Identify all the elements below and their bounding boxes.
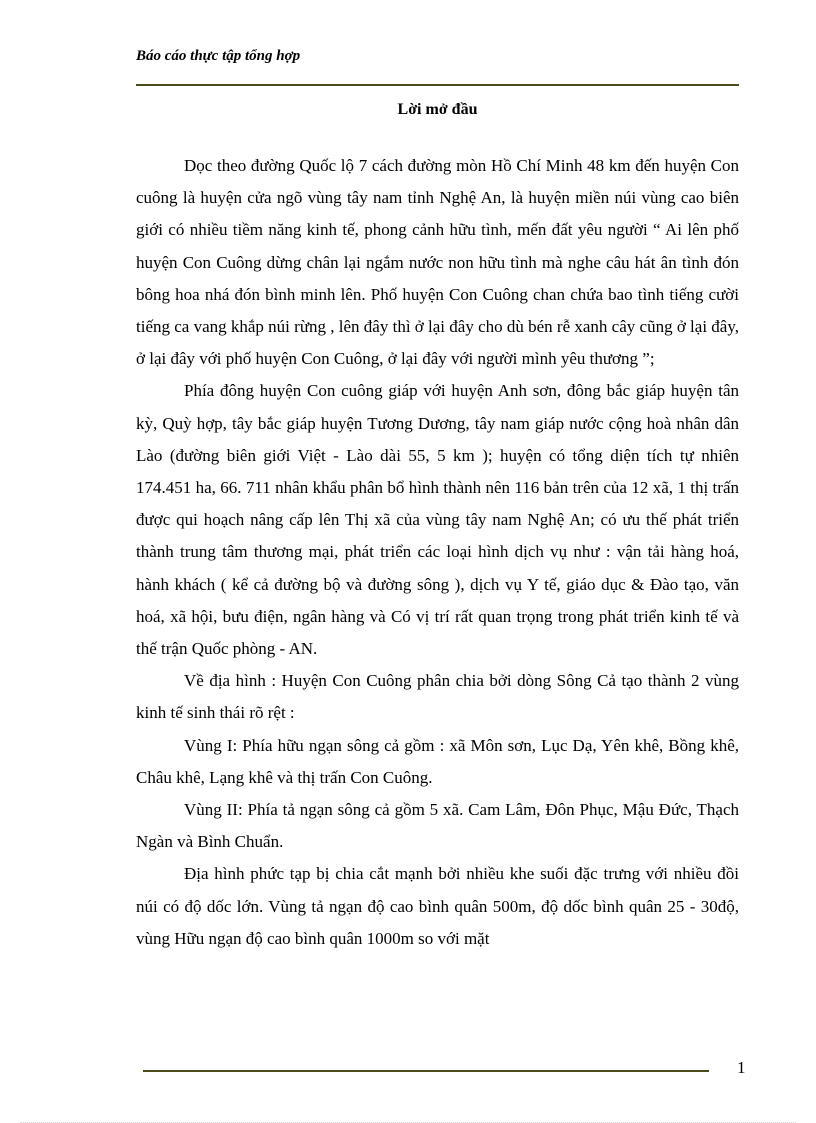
footer-divider <box>143 1070 709 1072</box>
running-header-title: Báo cáo thực tập tổng hợp <box>136 48 301 64</box>
paragraph-topography: Địa hình phức tạp bị chia cắt mạnh bởi nhiều khe suối đặc trưng với nhiều đồi núi có độ dốc lớn. Vùng tả ngạn độ cao bình quân 500m, độ dốc bình quân 25 - 30độ, vùng Hữu ngạn độ cao bình quân 1000m so với mặt <box>136 864 739 948</box>
paragraph-borders: Phía đông huyện Con cuông giáp với huyện Anh sơn, đông bắc giáp huyện tân kỳ, Quỳ hợp, tây bắc giáp huyện Tương Dương, tây nam giáp nước cộng hoà nhân dân Lào (đường biên giới Việt - Lào dài 55, 5 km ); huyện có tổng diện tích tự nhiên 174.451 ha, 66. 711 nhân khẩu phân bổ hình thành nên 116 bản trên của 12 xã, 1 thị trấn được qui hoạch nâng cấp lên Thị xã của vùng tây nam Nghệ An; có ưu thế phát triển thành trung tâm thương mại, phát triển các loại hình dịch vụ như : vận tải hàng hoá, hành khách ( kể cả đường bộ và đường sông ), dịch vụ Y tế, giáo dục & Đào tạo, văn hoá, xã hội, bưu điện, ngân hàng và Có vị trí rất quan trọng trong phát triển kinh tế và thế trận Quốc phòng - AN. <box>136 381 739 659</box>
paragraph-intro: Dọc theo đường Quốc lộ 7 cách đường mòn Hồ Chí Minh 48 km đến huyện Con cuông là huyện cửa ngõ vùng tây nam tỉnh Nghệ An, là huyện miền núi vùng cao biên giới có nhiều tiềm năng kinh tế, phong cảnh hữu tình, mến đất yêu người “ Ai lên phố huyện Con Cuông dừng chân lại ngắm nước non hữu tình mà nghe câu hát ân tình đón bông hoa nhá đón bình minh lên. Phố huyện Con Cuông chan chứa bao tình tiếng cười tiếng ca vang khắp núi rừng , lên đây thì ở lại đây cho dù bén rễ xanh cây cũng ở lại đây, ở lại đây với phố huyện Con Cuông, ở lại đây với người mình yêu thương ”; <box>136 156 739 369</box>
document-body <box>136 150 739 955</box>
paragraph-zone-1: Vùng I: Phía hữu ngạn sông cả gồm : xã Môn sơn, Lục Dạ, Yên khê, Bồng khê, Châu khê, Lạng khê và thị trấn Con Cuông. <box>136 735 739 787</box>
header-divider <box>136 84 739 86</box>
paragraph-zone-2: Vùng II: Phía tả ngạn sông cả gồm 5 xã. Cam Lâm, Đôn Phục, Mậu Đức, Thạch Ngàn và Bình Chuẩn. <box>136 800 739 852</box>
paragraph-terrain: Về địa hình : Huyện Con Cuông phân chia bởi dòng Sông Cả tạo thành 2 vùng kinh tế sinh thái rõ rệt : <box>136 671 739 723</box>
page-number: 1 <box>737 1058 746 1077</box>
document-title: Lời mở đầu <box>397 101 478 118</box>
